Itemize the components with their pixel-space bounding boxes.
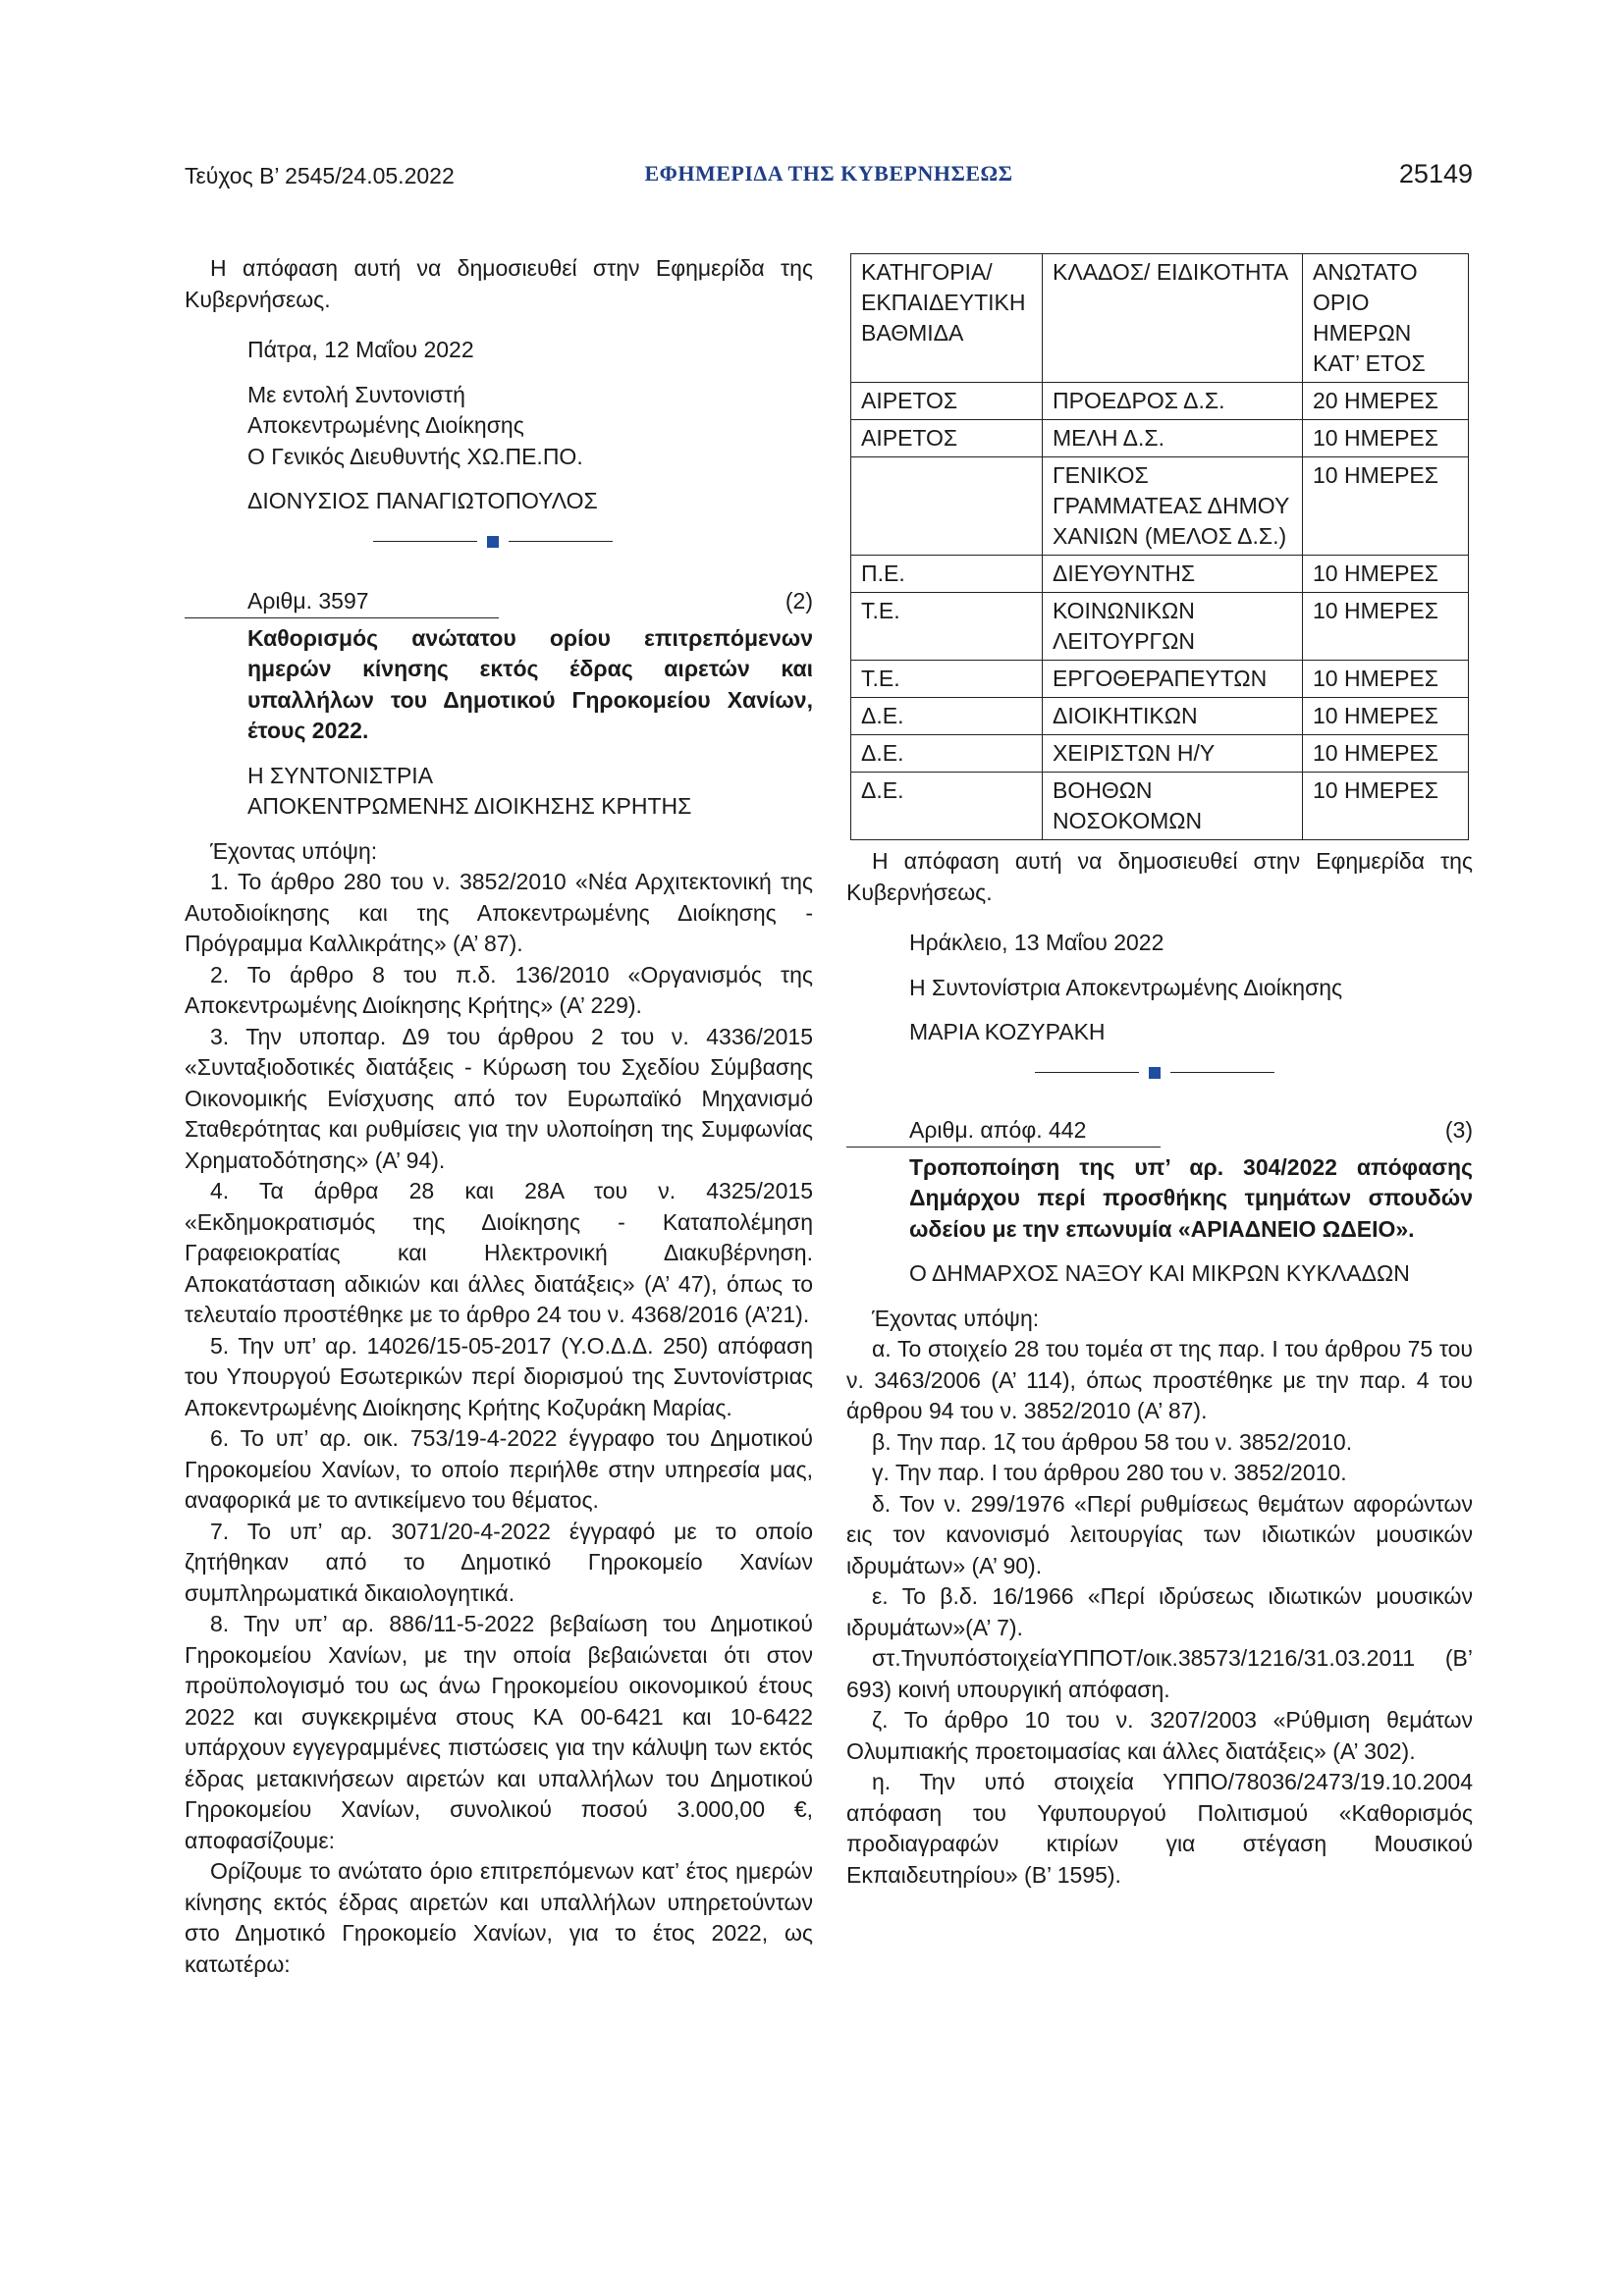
list-item: ε. Το β.δ. 16/1966 «Περί ιδρύσεως ιδιωτικών μουσικών ιδρυμάτων»(Α’ 7).: [846, 1583, 1473, 1640]
table-cell: 20 ΗΜΕΡΕΣ: [1303, 383, 1469, 420]
list-item: 5. Την υπ’ αρ. 14026/15-05-2017 (Υ.Ο.Δ.Δ. 250) απόφαση του Υπουργού Εσωτερικών περί διορισμού της Συντονίστριας Αποκεντρωμένης Διοίκησης Κρήτης Κοζυράκη Μαρίας.: [185, 1332, 813, 1420]
decision-subject: Καθορισμός ανώτατου ορίου επιτρεπόμενων ημερών κίνησης εκτός έδρας αιρετών και υπαλλήλων του Δημοτικού Γηροκομείου Χανίων, έτους 2022.: [247, 624, 813, 743]
left-column: [185, 253, 813, 1980]
issuing-authority: Η ΣΥΝΤΟΝΙΣΤΡΙΑ: [247, 762, 434, 788]
list-item: β. Την παρ. 1ζ του άρθρου 58 του ν. 3852/2010.: [872, 1428, 1353, 1455]
table-cell: ΑΙΡΕΤΟΣ: [851, 383, 1043, 420]
table-cell: Π.Ε.: [851, 556, 1043, 593]
considering-heading: Έχοντας υπόψη:: [210, 837, 378, 864]
separator-square-icon: [487, 536, 499, 548]
mandate-line: Αποκεντρωμένης Διοίκησης: [247, 412, 524, 438]
list-item: 7. Το υπ’ αρ. 3071/20-4-2022 έγγραφό με το οποίο ζητήθηκαν από το Δημοτικό Γηροκομείο Χανίων συμπληρωματικά δικαιολογητικά.: [185, 1518, 813, 1606]
table-cell: Δ.Ε.: [851, 735, 1043, 773]
decision-number: [185, 586, 813, 617]
publish-line: Η απόφαση αυτή να δημοσιευθεί στην Εφημερίδα της Κυβερνήσεως.: [185, 255, 813, 312]
list-item: 3. Την υποπαρ. Δ9 του άρθρου 2 του ν. 4336/2015 «Συνταξιοδοτικές διατάξεις - Κύρωση του Σχεδίου Σύμβασης Οικονομικής Ενίσχυσης από τον Ευρωπαϊκό Μηχανισμό Σταθερότητας και ρυθμίσεις για την υλοποίηση της Συμφωνίας Χρηματοδότησης» (Α’ 94).: [185, 1023, 813, 1173]
mandate-line: Με εντολή Συντονιστή: [247, 381, 465, 407]
considering-list: [185, 867, 813, 1980]
table-cell: 10 ΗΜΕΡΕΣ: [1303, 661, 1469, 698]
table-row: [851, 593, 1469, 661]
table-row: [851, 457, 1469, 556]
table-cell: ΧΕΙΡΙΣΤΩΝ Η/Υ: [1043, 735, 1303, 773]
table-cell: ΚΟΙΝΩΝΙΚΩΝ ΛΕΙΤΟΥΡΓΩΝ: [1043, 593, 1303, 661]
list-item: Ορίζουμε το ανώτατο όριο επιτρεπόμενων κατ’ έτος ημερών κίνησης εκτός έδρας αιρετών και υπαλλήλων υπηρετούντων στο Δημοτικό Γηροκομείο Χανίων, για το έτος 2022, ως κατωτέρω:: [185, 1858, 813, 1977]
list-item: 2. Το άρθρο 8 του π.δ. 136/2010 «Οργανισμός της Αποκεντρωμένης Διοίκησης Κρήτης» (Α’ 229).: [185, 961, 813, 1018]
list-item: ζ. Το άρθρο 10 του ν. 3207/2003 «Ρύθμιση θεμάτων Ολυμπιακής προετοιμασίας και άλλες διατάξεις» (Α’ 302).: [846, 1707, 1473, 1764]
table-cell: 10 ΗΜΕΡΕΣ: [1303, 773, 1469, 840]
section-separator: [185, 527, 813, 557]
table-cell: [851, 457, 1043, 556]
page-number: 25149: [1398, 159, 1473, 188]
publish-line: Η απόφαση αυτή να δημοσιευθεί στην Εφημερίδα της Κυβερνήσεως.: [846, 848, 1473, 905]
table-row: [851, 735, 1469, 773]
decision-number-text: Αριθμ. απόφ. 442: [909, 1116, 1087, 1143]
list-item: γ. Την παρ. Ι του άρθρου 280 του ν. 3852/2010.: [872, 1460, 1347, 1485]
place-date: Πάτρα, 12 Μαΐου 2022: [247, 337, 474, 362]
table-cell: 10 ΗΜΕΡΕΣ: [1303, 556, 1469, 593]
table-row: [851, 420, 1469, 457]
table-cell: Τ.Ε.: [851, 661, 1043, 698]
table-cell: ΠΡΟΕΔΡΟΣ Δ.Σ.: [1043, 383, 1303, 420]
considering-list: [846, 1334, 1473, 1891]
mandate-line: Ο Γενικός Διευθυντής ΧΩ.ΠΕ.ΠΟ.: [247, 443, 583, 469]
table-row: [851, 383, 1469, 420]
list-item: α. Το στοιχείο 28 του τομέα στ της παρ. Ι του άρθρου 75 του ν. 3463/2006 (Α’ 114), όπως προστέθηκε με την παρ. 4 του άρθρου 94 του ν. 3852/2010 (Α’ 87).: [846, 1336, 1473, 1423]
decision-index: (2): [785, 587, 813, 614]
table-header-cell: ΑΝΩΤΑΤΟ ΟΡΙΟ ΗΜΕΡΩΝ ΚΑΤ’ ΕΤΟΣ: [1303, 254, 1469, 383]
list-item: 4. Τα άρθρα 28 και 28Α του ν. 4325/2015 «Εκδημοκρατισμός της Διοίκησης - Καταπολέμηση Γραφειοκρατίας και Ηλεκτρονική Διακυβέρνηση. Αποκατάσταση αδικιών και άλλες διατάξεις» (Α’ 47), όπως το τελευταίο προστέθηκε με το άρθρο 24 του ν. 4368/2016 (Α’21).: [185, 1178, 813, 1327]
list-item: 6. Το υπ’ αρ. οικ. 753/19-4-2022 έγγραφο του Δημοτικού Γηροκομείου Χανίων, το οποίο περιήλθε στην υπηρεσία μας, αναφορικά με το αντικείμενο του θέματος.: [185, 1425, 813, 1513]
signer-name: ΜΑΡΙΑ ΚΟΖΥΡΑΚΗ: [909, 1019, 1106, 1044]
table-cell: ΔΙΕΥΘΥΝΤΗΣ: [1043, 556, 1303, 593]
table-header-cell: ΚΑΤΗΓΟΡΙΑ/ ΕΚΠΑΙΔΕΥΤΙΚΗ ΒΑΘΜΙΔΑ: [851, 254, 1043, 383]
gazette-title: ΕΦΗΜΕΡΙΔΑ ΤΗΣ ΚΥΒΕΡΝΗΣΕΩΣ: [644, 161, 1013, 186]
days-table: [850, 253, 1469, 840]
table-cell: 10 ΗΜΕΡΕΣ: [1303, 593, 1469, 661]
decision-index: (3): [1444, 1116, 1473, 1143]
decision-subject: Τροποποίηση της υπ’ αρ. 304/2022 απόφασης Δημάρχου περί προσθήκης τμημάτων σπουδών ωδείου με την επωνυμία «ΑΡΙΑΔΝΕΙΟ ΩΔΕΙΟ».: [909, 1153, 1473, 1242]
separator-square-icon: [1149, 1067, 1161, 1079]
table-header-row: [851, 254, 1469, 383]
table-cell: ΕΡΓΟΘΕΡΑΠΕΥΤΩΝ: [1043, 661, 1303, 698]
considering-heading: Έχοντας υπόψη:: [872, 1305, 1040, 1331]
issuing-authority: ΑΠΟΚΕΝΤΡΩΜΕΝΗΣ ΔΙΟΙΚΗΣΗΣ ΚΡΗΤΗΣ: [247, 793, 692, 819]
list-item: 1. Το άρθρο 280 του ν. 3852/2010 «Νέα Αρχιτεκτονική της Αυτοδιοίκησης και της Αποκεντρωμένης Διοίκησης - Πρόγραμμα Καλλικράτης» (Α’ 87).: [185, 869, 813, 956]
table-cell: 10 ΗΜΕΡΕΣ: [1303, 735, 1469, 773]
list-item: δ. Τον ν. 299/1976 «Περί ρυθμίσεως θεμάτων αφορώντων εις τον κανονισμό λειτουργίας των ιδιωτικών μουσικών ιδρυμάτων» (Α’ 90).: [846, 1490, 1473, 1578]
right-column: [846, 253, 1473, 1891]
table-cell: ΔΙΟΙΚΗΤΙΚΩΝ: [1043, 698, 1303, 735]
table-cell: ΒΟΗΘΩΝ ΝΟΣΟΚΟΜΩΝ: [1043, 773, 1303, 840]
issuing-authority: Ο ΔΗΜΑΡΧΟΣ ΝΑΞΟΥ ΚΑΙ ΜΙΚΡΩΝ ΚΥΚΛΑΔΩΝ: [909, 1260, 1410, 1286]
list-item: 8. Την υπ’ αρ. 886/11-5-2022 βεβαίωση του Δημοτικού Γηροκομείου Χανίων, με την οποία βεβαιώνεται ότι στον προϋπολογισμό του ως άνω Γηροκομείου οικονομικού έτους 2022 και συγκεκριμένα στους ΚΑ 00-6421 και 10-6422 υπάρχουν εγγεγραμμένες πιστώσεις για την κάλυψη των εκτός έδρας μετακινήσεων αιρετών και υπαλλήλων του Δημοτικού Γηροκομείου Χανίων, συνολικού ποσού 3.000,00 €, αποφασίζουμε:: [185, 1611, 813, 1853]
signer-role: Η Συντονίστρια Αποκεντρωμένης Διοίκησης: [909, 974, 1343, 1000]
decision-number: [846, 1115, 1473, 1147]
issue-number: Τεύχος Β’ 2545/24.05.2022: [185, 163, 455, 188]
table-row: [851, 773, 1469, 840]
section-separator: [846, 1058, 1473, 1088]
decision-number-text: Αριθμ. 3597: [247, 587, 369, 614]
table-cell: ΜΕΛΗ Δ.Σ.: [1043, 420, 1303, 457]
table-row: [851, 661, 1469, 698]
table-header-cell: ΚΛΑΔΟΣ/ ΕΙΔΙΚΟΤΗΤΑ: [1043, 254, 1303, 383]
table-cell: Δ.Ε.: [851, 698, 1043, 735]
table-cell: 10 ΗΜΕΡΕΣ: [1303, 420, 1469, 457]
place-date: Ηράκλειο, 13 Μαΐου 2022: [909, 930, 1164, 955]
table-cell: Τ.Ε.: [851, 593, 1043, 661]
page-header: [185, 159, 1473, 198]
table-row: [851, 698, 1469, 735]
table-cell: ΑΙΡΕΤΟΣ: [851, 420, 1043, 457]
table-cell: Δ.Ε.: [851, 773, 1043, 840]
table-cell: ΓΕΝΙΚΟΣ ΓΡΑΜΜΑΤΕΑΣ ΔΗΜΟΥ ΧΑΝΙΩΝ (ΜΕΛΟΣ Δ.Σ.): [1043, 457, 1303, 556]
list-item: στ.ΤηνυπόστοιχείαΥΠΠΟΤ/οικ.38573/1216/31.03.2011 (Β’ 693) κοινή υπουργική απόφαση.: [846, 1645, 1473, 1702]
signer-name: ΔΙΟΝΥΣΙΟΣ ΠΑΝΑΓΙΩΤΟΠΟΥΛΟΣ: [247, 488, 598, 513]
list-item: η. Την υπό στοιχεία ΥΠΠΟ/78036/2473/19.10.2004 απόφαση του Υφυπουργού Πολιτισμού «Καθορισμός προδιαγραφών κτιρίων για στέγαση Μουσικού Εκπαιδευτηρίου» (Β’ 1595).: [846, 1769, 1473, 1888]
table-cell: 10 ΗΜΕΡΕΣ: [1303, 698, 1469, 735]
table-row: [851, 556, 1469, 593]
table-cell: 10 ΗΜΕΡΕΣ: [1303, 457, 1469, 556]
